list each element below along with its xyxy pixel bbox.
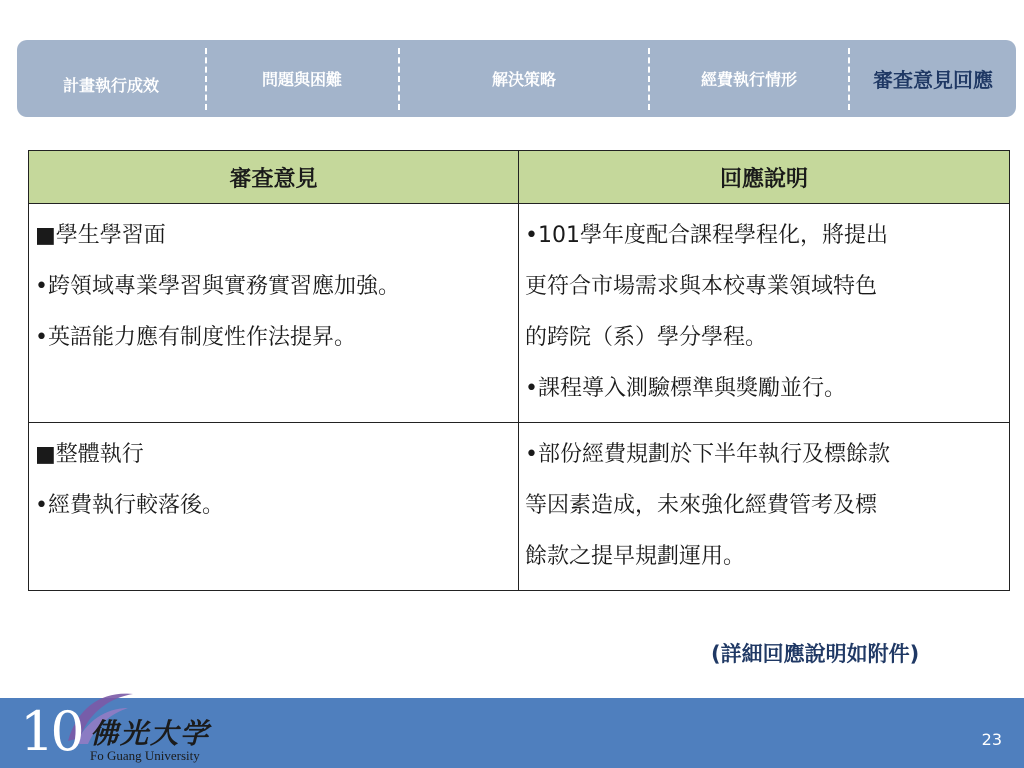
header-review-comments: 審查意見 xyxy=(29,151,519,204)
tab-strategies[interactable]: 解決策略 xyxy=(491,70,556,89)
table-cell xyxy=(29,423,519,591)
footer-bar xyxy=(0,698,1024,768)
top-nav-bar xyxy=(17,40,1016,117)
table-cell xyxy=(519,204,1010,423)
cell-line: ■整體執行 xyxy=(35,442,144,467)
header-response: 回應說明 xyxy=(519,151,1010,204)
cell-line: •經費執行較落後。 xyxy=(35,493,224,518)
cell-line: 的跨院（系）學分學程。 xyxy=(525,325,768,350)
page-number: 23 xyxy=(981,730,1002,749)
cell-line: 餘款之提早規劃運用。 xyxy=(525,544,746,569)
cell-line: •跨領域專業學習與實務實習應加強。 xyxy=(35,274,400,299)
tab-review-response[interactable]: 審查意見回應 xyxy=(873,68,993,92)
table-row xyxy=(29,204,1010,423)
cell-line: •英語能力應有制度性作法提昇。 xyxy=(35,325,356,350)
table-row xyxy=(29,423,1010,591)
table-cell xyxy=(519,423,1010,591)
tab-budget[interactable]: 經費執行情形 xyxy=(700,70,797,89)
cell-line: 等因素造成，未來強化經費管考及標 xyxy=(525,493,878,518)
attachment-note: (詳細回應說明如附件) xyxy=(711,642,920,666)
cell-line: •部份經費規劃於下半年執行及標餘款 xyxy=(525,442,890,467)
cell-line: •課程導入測驗標準與獎勵並行。 xyxy=(525,376,846,401)
cell-line: ■學生學習面 xyxy=(35,223,166,248)
cell-line: •101學年度配合課程學程化，將提出 xyxy=(525,223,888,248)
tab-problems[interactable]: 問題與困難 xyxy=(261,70,342,89)
tab-plan-results[interactable]: 計畫執行成效 xyxy=(62,76,159,95)
review-table xyxy=(28,150,1010,591)
table-cell xyxy=(29,204,519,423)
logo-number: 10 xyxy=(20,700,81,763)
table-header-row xyxy=(29,151,1010,204)
cell-line: 更符合市場需求與本校專業領域特色 xyxy=(525,274,878,299)
logo-chinese-name: 佛光大学 xyxy=(90,717,211,750)
logo-english-name: Fo Guang University xyxy=(90,748,200,763)
